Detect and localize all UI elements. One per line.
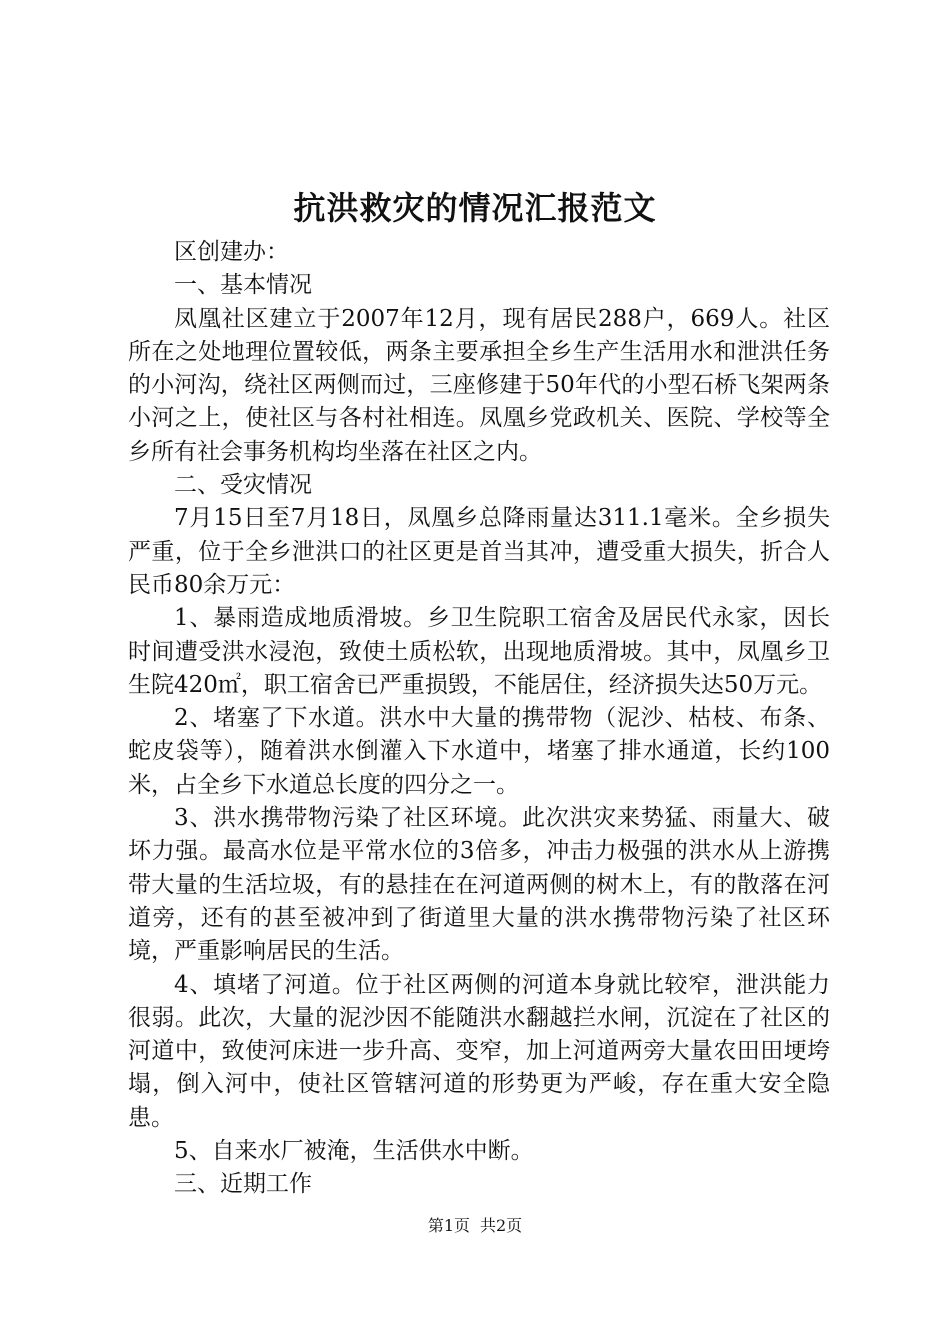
paragraph-item-4: 4、填堵了河道。位于社区两侧的河道本身就比较窄，泄洪能力很弱。此次，大量的泥沙因不能随洪水翻越拦水闸，沉淀在了社区的河道中，致使河床进一步升高、变窄，加上河道两旁大量农田田埂垮塌，倒入河中，使社区管辖河道的形势更为严峻，存在重大安全隐患。 bbox=[128, 971, 830, 1131]
section-heading-recent-work: 三、近期工作 bbox=[174, 1171, 312, 1198]
salutation: 区创建办： bbox=[174, 239, 289, 265]
section-heading-disaster: 二、受灾情况 bbox=[174, 472, 312, 499]
document-title: 抗洪救灾的情况汇报范文 bbox=[293, 189, 657, 227]
paragraph-item-5: 5、自来水厂被淹，生活供水中断。 bbox=[174, 1138, 534, 1165]
paragraph-item-2: 2、堵塞了下水道。洪水中大量的携带物（泥沙、枯枝、布条、蛇皮袋等），随着洪水倒灌入下水道中，堵塞了排水通道，长约100米，占全乡下水道总长度的四分之一。 bbox=[128, 705, 830, 798]
document-body bbox=[128, 236, 830, 1202]
paragraph-item-3: 3、洪水携带物污染了社区环境。此次洪灾来势猛、雨量大、破坏力强。最高水位是平常水位的3倍多，冲击力极强的洪水从上游携带大量的生活垃圾，有的悬挂在在河道两侧的树木上，有的散落在河道旁，还有的甚至被冲到了街道里大量的洪水携带物污染了社区环境，严重影响居民的生活。 bbox=[128, 805, 830, 965]
page-number: 第1页 bbox=[427, 1216, 470, 1235]
paragraph-basic-situation: 凤凰社区建立于2007年12月，现有居民288户，669人。社区所在之处地理位置较低，两条主要承担全乡生产生活用水和泄洪任务的小河沟，绕社区两侧而过，三座修建于50年代的小型石桥飞架两条小河之上，使社区与各村社相连。凤凰乡党政机关、医院、学校等全乡所有社会事务机构均坐落在社区之内。 bbox=[128, 305, 830, 465]
page-total: 共2页 bbox=[480, 1216, 523, 1235]
paragraph-rainfall: 7月15日至7月18日，凤凰乡总降雨量达311.1毫米。全乡损失严重，位于全乡泄洪口的社区更是首当其冲，遭受重大损失，折合人民币80余万元： bbox=[128, 505, 830, 598]
section-heading-basic: 一、基本情况 bbox=[174, 272, 312, 299]
page-footer bbox=[0, 1214, 950, 1238]
paragraph-item-1: 1、暴雨造成地质滑坡。乡卫生院职工宿舍及居民代永家，因长时间遭受洪水浸泡，致使土质松软，出现地质滑坡。其中，凤凰乡卫生院420㎡，职工宿舍已严重损毁，不能居住，经济损失达50万元。 bbox=[128, 605, 830, 698]
